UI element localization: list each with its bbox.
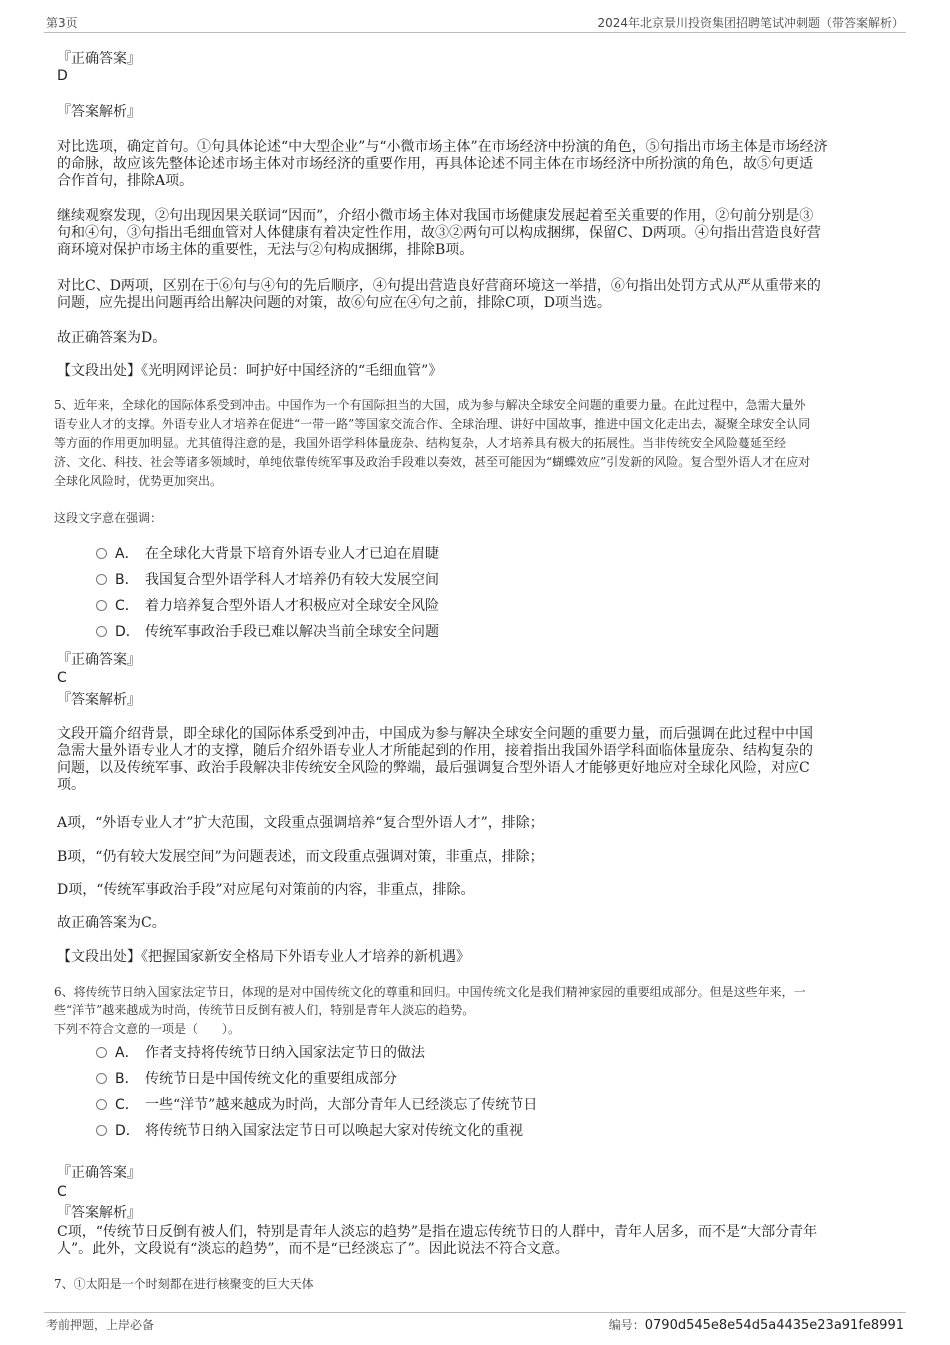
q5-para3: B项，“仍有较大发展空间”为问题表述，而文段重点强调对策，非重点，排除； xyxy=(57,849,544,865)
q5-option-b[interactable]: B． 我国复合型外语学科人才培养仍有较大发展空间 xyxy=(96,570,439,590)
q5-stem-line4: 济、文化、科技、社会等诸多领域时，单纯依靠传统军事及政治手段难以奏效，甚至可能因为“蝴蝶效应”引发新的风险。复合型外语人才在应对 xyxy=(54,455,811,469)
q4-para3-line1: 对比C、D两项，区别在于⑥句与④句的先后顺序，④句提出营造良好营商环境这一举措，⑥句指出处罚方式从严从重带来的 xyxy=(57,278,821,294)
q5-stem-line3: 等方面的作用更加明显。尤其值得注意的是，我国外语学科体量庞杂、结构复杂，人才培养具有极大的拓展性。当非传统安全风险蔓延至经 xyxy=(54,436,787,450)
q5-answer-label: 『正确答案』 xyxy=(57,652,141,668)
q4-para1-line2: 的命脉，故应该先整体论述市场主体对市场经济的重要作用，再具体论述不同主体在市场经济中所扮演的角色，故⑤句更适 xyxy=(57,156,813,172)
radio-icon[interactable] xyxy=(96,1125,107,1136)
q6-option-d[interactable]: D． 将传统节日纳入国家法定节日可以唤起大家对传统文化的重视 xyxy=(96,1121,523,1141)
document-code xyxy=(609,1316,904,1333)
q5-analysis-label: 『答案解析』 xyxy=(57,692,141,708)
radio-icon[interactable] xyxy=(96,1073,107,1084)
q6-para1-line1: C项，“传统节日反倒有被人们，特别是青年人淡忘的趋势”是指在遗忘传统节日的人群中，青年人居多，而不是“大部分青年 xyxy=(57,1224,818,1240)
q5-para1-line2: 急需大量外语专业人才的支撑，随后介绍外语专业人才所能起到的作用，接着指出我国外语学科面临体量庞杂、结构复杂的 xyxy=(57,743,813,759)
q5-source: 【文段出处】《把握国家新安全格局下外语专业人才培养的新机遇》 xyxy=(57,949,470,965)
q4-para1-line1: 对比选项，确定首句。①句具体论述“中大型企业”与“小微市场主体”在市场经济中扮演的角色，⑤句指出市场主体是市场经济 xyxy=(57,139,828,155)
q4-answer: D xyxy=(57,68,68,84)
q5-option-c[interactable]: C． 着力培养复合型外语人才积极应对全球安全风险 xyxy=(96,596,439,616)
radio-icon[interactable] xyxy=(96,574,107,585)
document-title: 2024年北京景川投资集团招聘笔试冲刺题（带答案解析） xyxy=(597,16,904,30)
q6-stem-line2: 些“洋节”越来越成为时尚，传统节日反倒有被人们，特别是青年人淡忘的趋势。 xyxy=(54,1003,475,1017)
q6-option-b[interactable]: B． 传统节日是中国传统文化的重要组成部分 xyxy=(96,1069,397,1089)
q7-stem: 7、①太阳是一个时刻都在进行核聚变的巨大天体 xyxy=(54,1277,314,1291)
radio-icon[interactable] xyxy=(96,1047,107,1058)
radio-icon[interactable] xyxy=(96,1099,107,1110)
q4-para2-line2: 句和④句，③句指出毛细血管对人体健康有着决定性作用，故③②两句可以构成捆绑，保留C、D两项。④句指出营造良好营 xyxy=(57,225,821,241)
q4-answer-label: 『正确答案』 xyxy=(57,51,141,67)
page-footer xyxy=(44,1312,906,1337)
q4-conclusion: 故正确答案为D。 xyxy=(57,330,167,346)
q5-para1-line4: 项。 xyxy=(57,777,85,793)
radio-icon[interactable] xyxy=(96,548,107,559)
q6-stem-line3: 下列不符合文意的一项是（ ）。 xyxy=(54,1022,241,1036)
q4-para1-line3: 合作首句，排除A项。 xyxy=(57,173,194,189)
q5-conclusion: 故正确答案为C。 xyxy=(57,915,166,931)
q5-option-a[interactable]: A． 在全球化大背景下培育外语专业人才已迫在眉睫 xyxy=(96,544,439,564)
q4-para2-line3: 商环境对保护市场主体的重要性，无法与②句构成捆绑，排除B项。 xyxy=(57,242,474,258)
page-number: 第3页 xyxy=(46,16,78,30)
q6-para1-line2: 人”。此外，文段说有“淡忘的趋势”，而不是“已经淡忘了”。因此说法不符合文意。 xyxy=(57,1241,569,1257)
q6-answer-label: 『正确答案』 xyxy=(57,1165,141,1181)
q5-answer: C xyxy=(57,670,67,686)
code-label: 编号： xyxy=(608,1318,645,1332)
q5-stem-line1: 5、近年来，全球化的国际体系受到冲击。中国作为一个有国际担当的大国，成为参与解决全球安全问题的重要力量。在此过程中，急需大量外 xyxy=(54,398,806,412)
radio-icon[interactable] xyxy=(96,600,107,611)
q6-option-c[interactable]: C． 一些“洋节”越来越成为时尚，大部分青年人已经淡忘了传统节日 xyxy=(96,1095,537,1115)
q6-stem-line1: 6、将传统节日纳入国家法定节日，体现的是对中国传统文化的尊重和回归。中国传统文化是我们精神家园的重要组成部分。但是这些年来，一 xyxy=(54,985,806,999)
radio-icon[interactable] xyxy=(96,626,107,637)
q5-option-d[interactable]: D． 传统军事政治手段已难以解决当前全球安全问题 xyxy=(96,622,439,642)
q6-answer: C xyxy=(57,1184,67,1200)
q5-stem-line5: 全球化风险时，优势更加突出。 xyxy=(54,474,223,488)
q5-para4: D项，“传统军事政治手段”对应尾句对策前的内容，非重点，排除。 xyxy=(57,882,475,898)
q5-para1-line3: 问题，以及传统军事、政治手段解决非传统安全风险的弊端，最后强调复合型外语人才能够更好地应对全球化风险，对应C xyxy=(57,760,810,776)
q6-option-a[interactable]: A． 作者支持将传统节日纳入国家法定节日的做法 xyxy=(96,1043,425,1063)
code-value: 0790d545e8e54d5a4435e23a91fe8991 xyxy=(644,1318,904,1333)
q5-para1-line1: 文段开篇介绍背景，即全球化的国际体系受到冲击，中国成为参与解决全球安全问题的重要力量，而后强调在此过程中中国 xyxy=(57,726,813,742)
q4-para3-line2: 问题，应先提出问题再给出解决问题的对策，故⑥句应在④句之前，排除C项，D项当选。 xyxy=(57,295,611,311)
q4-para2-line1: 继续观察发现，②句出现因果关联词“因而”，介绍小微市场主体对我国市场健康发展起着至关重要的作用，②句前分别是③ xyxy=(57,208,814,224)
q6-analysis-label: 『答案解析』 xyxy=(57,1205,141,1221)
q4-analysis-label: 『答案解析』 xyxy=(57,104,141,120)
q5-para2: A项，“外语专业人才”扩大范围，文段重点强调培养“复合型外语人才”，排除； xyxy=(57,815,544,831)
footer-slogan: 考前押题，上岸必备 xyxy=(46,1318,155,1332)
q4-source: 【文段出处】《光明网评论员：呵护好中国经济的“毛细血管”》 xyxy=(57,363,443,379)
q5-stem-line2: 语专业人才的支撑。外语专业人才培养在促进“一带一路”等国家交流合作、全球治理、讲好中国故事，推进中国文化走出去，凝聚全球安全认同 xyxy=(54,417,811,431)
page-header xyxy=(44,10,906,33)
q5-question: 这段文字意在强调： xyxy=(54,511,163,525)
